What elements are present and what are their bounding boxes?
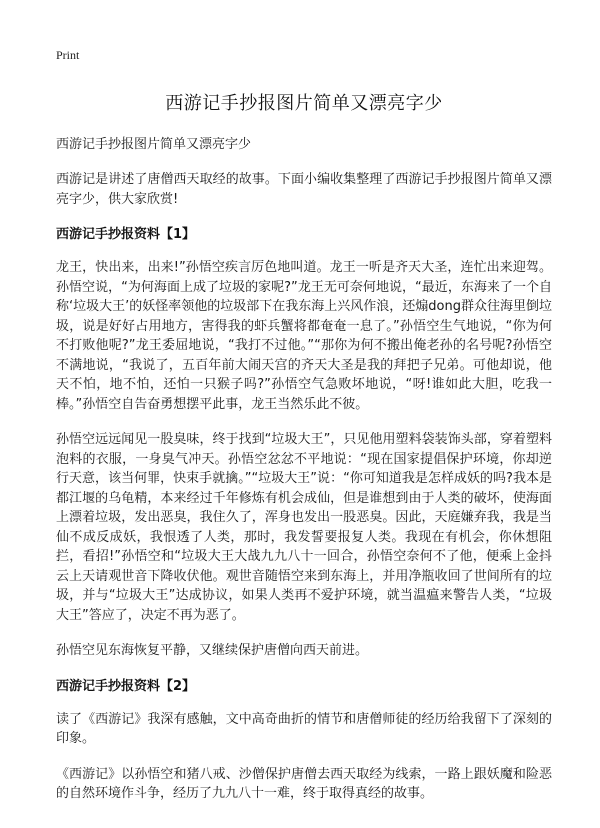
body-paragraph: 龙王，快出来，出来!”孙悟空疾言厉色地叫道。龙王一听是齐天大圣，连忙出来迎驾。孙悟空说，“为何海面上成了垃圾的家呢?”龙王无可奈何地说，“最近，东海来了一个自称‘垃圾大王’的妖怪率领他的垃圾部下在我东海上兴风作浪，还煽dong群众往海里倒垃圾，说是好好占用地方，害得我的虾兵蟹将都奄奄一息了。”孙悟空生气地说，“你为何不打败他呢?”龙王委屈地说，“我打不过他。”“那你为何不搬出俺老孙的名号呢?孙悟空不满地说，“我说了，五百年前大闹天宫的齐天大圣是我的拜把子兄弟。可他却说，他天不怕，地不怕，还怕一只猴子吗?”孙悟空气急败坏地说，“呀!谁如此大胆，吃我一棒。”孙悟空自告奋勇想摆平此事，龙王当然乐此不彼。 bbox=[56, 260, 552, 412]
document-page bbox=[56, 44, 552, 820]
intro-paragraph: 西游记是讲述了唐僧西天取经的故事。下面小编收集整理了西游记手抄报图片简单又漂亮字少，供大家欣赏! bbox=[56, 172, 552, 207]
body-paragraph: 孙悟空见东海恢复平静，又继续保护唐僧向西天前进。 bbox=[56, 643, 369, 658]
body-paragraph: 读了《西游记》我深有感触，文中高奇曲折的情节和唐僧师徒的经历给我留下了深刻的印象。 bbox=[56, 711, 552, 746]
page-title: 西游记手抄报图片简单又漂亮字少 bbox=[165, 93, 443, 114]
body-paragraph: 《西游记》以孙悟空和猪八戒、沙僧保护唐僧去西天取经为线索，一路上跟妖魔和险恶的自然环境作斗争，经历了九九八十一难，终于取得真经的故事。 bbox=[56, 766, 552, 801]
body-paragraph: 孙悟空远远闻见一股臭味，终于找到“垃圾大王”，只见他用塑料袋装饰头部，穿着塑料泡料的衣服，一身臭气冲天。孙悟空忿忿不平地说：“现在国家提倡保护环境，你却逆行天意，该当何罪，快束手就擒。”“垃圾大王”说：“你可知道我是怎样成妖的吗?我本是都江堰的乌龟精，本来经过千年修炼有机会成仙，但是谁想到由于人类的破坏，使海面上漂着垃圾，发出恶臭，我住久了，浑身也发出一股恶臭。因此，天庭嫌弃我，我是当仙不成反成妖，我恨透了人类，那时，我发誓要报复人类。我现在有机会，你休想阻拦，看招!”孙悟空和“垃圾大王大战九九八十一回合，孙悟空奈何不了他，便乘上金抖云上天请观世音下降收伏他。观世音随悟空来到东海上，并用净瓶收回了世间所有的垃圾，并与“垃圾大王”达成协议，如果人类再不爱护环境，就当温瘟来警告人类，“垃圾大王”答应了，决定不再为恶了。 bbox=[56, 432, 552, 623]
section-heading: 西游记手抄报资料【1】 bbox=[56, 227, 196, 242]
document-subtitle: 西游记手抄报图片简单又漂亮字少 bbox=[56, 137, 252, 152]
section-2 bbox=[56, 677, 552, 804]
section-1 bbox=[56, 225, 552, 661]
print-link[interactable]: Print bbox=[56, 48, 80, 62]
section-heading: 西游记手抄报资料【2】 bbox=[56, 678, 196, 694]
